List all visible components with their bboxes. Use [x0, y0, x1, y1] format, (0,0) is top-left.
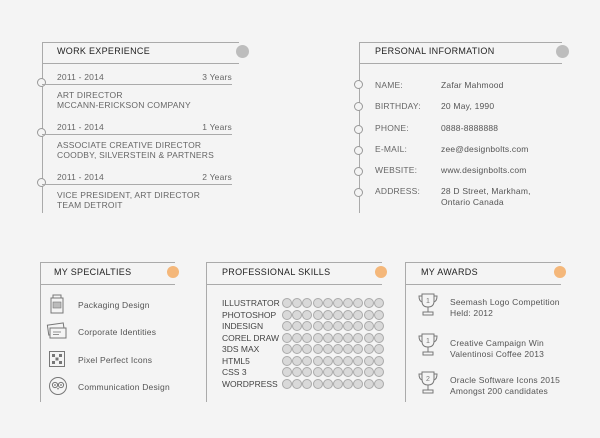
skill-level-dot	[343, 298, 353, 308]
work-title: WORK EXPERIENCE	[57, 46, 151, 56]
skill-level-dot	[364, 379, 374, 389]
trophy-rank: 1	[426, 298, 430, 305]
info-value-phone: 0888-8888888	[441, 123, 499, 133]
skill-level-dot	[292, 321, 302, 331]
skill-name: INDESIGN	[222, 321, 264, 331]
trophy-rank: 2	[426, 376, 430, 383]
skill-name: COREL DRAW	[222, 332, 279, 343]
trophy-icon	[417, 370, 439, 396]
skills-title: PROFESSIONAL SKILLS	[222, 267, 331, 277]
info-value-email: zee@designbolts.com	[441, 144, 529, 154]
skills-header-rule-bottom	[206, 284, 382, 285]
skill-row	[222, 379, 402, 389]
award-detail: Held: 2012	[450, 308, 494, 318]
skill-level-dot	[343, 310, 353, 320]
info-label: E-MAIL:	[375, 144, 408, 154]
skill-row	[222, 356, 402, 366]
skill-level-dot	[353, 367, 363, 377]
skill-level-dot	[313, 333, 323, 343]
skill-level-dot	[343, 344, 353, 354]
skill-name: HTML5	[222, 355, 250, 366]
award-title: Seemash Logo Competition	[450, 297, 560, 307]
timeline-node	[354, 167, 363, 176]
entry-years: 2011 - 2014	[57, 72, 104, 82]
skill-level-dot	[333, 310, 343, 320]
skill-level-dot	[323, 379, 333, 389]
skills-accent-dot	[375, 266, 387, 278]
entry-years: 2011 - 2014	[57, 172, 104, 182]
skill-level-dot	[364, 333, 374, 343]
entry-rule	[42, 184, 232, 185]
award-title: Oracle Software Icons 2015	[450, 375, 561, 385]
skill-level-dot	[292, 298, 302, 308]
timeline-node	[354, 102, 363, 111]
skill-level-dot	[374, 367, 384, 377]
skills-header-rule	[206, 262, 382, 263]
timeline-node	[37, 78, 46, 87]
skill-level-dot	[282, 310, 292, 320]
skill-level-dot	[302, 321, 312, 331]
skill-level-dot	[374, 321, 384, 331]
skill-level-dot	[364, 298, 374, 308]
award-detail: Valentinosi Coffee 2013	[450, 349, 545, 359]
awards-side-line	[405, 262, 406, 402]
awards-header-rule	[405, 262, 561, 263]
work-header-rule-bottom	[42, 63, 239, 64]
skill-level-dot	[374, 333, 384, 343]
personal-title: PERSONAL INFORMATION	[375, 46, 495, 56]
skill-level-dot	[292, 367, 302, 377]
entry-role: ASSOCIATE CREATIVE DIRECTOR	[57, 140, 202, 150]
skill-level-dot	[282, 298, 292, 308]
skill-level-dot	[333, 367, 343, 377]
skill-level-dot	[313, 321, 323, 331]
skill-level-dot	[374, 356, 384, 366]
specialty-label: Packaging Design	[78, 300, 150, 310]
info-label: BIRTHDAY:	[375, 101, 421, 111]
entry-duration: 2 Years	[202, 172, 232, 182]
skill-level-dot	[302, 379, 312, 389]
skill-row	[222, 310, 402, 320]
skill-level-dot	[374, 310, 384, 320]
skill-level-dot	[282, 356, 292, 366]
skill-level-dot	[292, 379, 302, 389]
skill-level-dot	[333, 356, 343, 366]
skill-row	[222, 298, 402, 308]
specialties-title: MY SPECIALTIES	[54, 267, 132, 277]
skill-level-dot	[353, 298, 363, 308]
skill-level-dot	[313, 344, 323, 354]
specialties-side-line	[40, 262, 41, 402]
personal-header-rule	[359, 42, 562, 43]
info-value-address-line2: Ontario Canada	[441, 197, 504, 207]
skill-level-dot	[343, 333, 353, 343]
skill-level-dot	[374, 298, 384, 308]
skill-level-dot	[364, 367, 374, 377]
skill-name: ILLUSTRATOR	[222, 298, 280, 308]
skill-level-dot	[282, 344, 292, 354]
info-label: ADDRESS:	[375, 186, 421, 196]
skill-level-dot	[282, 321, 292, 331]
specialties-header-rule	[40, 262, 175, 263]
trophy-icon	[417, 292, 439, 318]
entry-rule	[42, 84, 232, 85]
info-label: WEBSITE:	[375, 165, 418, 175]
skill-level-dot	[333, 298, 343, 308]
skill-level-dot	[313, 310, 323, 320]
skill-level-dot	[313, 298, 323, 308]
skill-level-dot	[353, 344, 363, 354]
skill-level-dot	[282, 333, 292, 343]
skill-level-dot	[282, 367, 292, 377]
skill-level-dot	[333, 379, 343, 389]
skill-level-dot	[313, 356, 323, 366]
cards-icon	[46, 322, 68, 340]
skill-level-dot	[292, 356, 302, 366]
specialties-header-rule-bottom	[40, 284, 175, 285]
skill-level-dot	[302, 344, 312, 354]
package-icon	[48, 294, 66, 314]
skill-level-dot	[323, 310, 333, 320]
specialty-label: Corporate Identities	[78, 327, 157, 337]
skill-level-dot	[364, 321, 374, 331]
entry-duration: 3 Years	[202, 72, 232, 82]
entry-years: 2011 - 2014	[57, 122, 104, 132]
skill-level-dot	[292, 344, 302, 354]
skill-level-dot	[323, 298, 333, 308]
owl-icon	[48, 376, 68, 396]
awards-title: MY AWARDS	[421, 267, 478, 277]
info-label: NAME:	[375, 80, 403, 90]
entry-role: ART DIRECTOR	[57, 90, 123, 100]
skills-side-line	[206, 262, 207, 402]
skill-name: PHOTOSHOP	[222, 309, 277, 320]
skill-level-dot	[323, 367, 333, 377]
award-detail: Amongst 200 candidates	[450, 386, 548, 396]
info-value-birthday: 20 May, 1990	[441, 101, 495, 111]
skill-level-dot	[323, 321, 333, 331]
timeline-node	[37, 128, 46, 137]
skill-level-dot	[343, 321, 353, 331]
specialties-accent-dot	[167, 266, 179, 278]
skill-level-dot	[353, 379, 363, 389]
skill-level-dot	[343, 379, 353, 389]
skill-level-dot	[343, 367, 353, 377]
specialty-label: Pixel Perfect Icons	[78, 355, 153, 365]
entry-company: MCCANN-ERICKSON COMPANY	[57, 100, 191, 110]
skill-level-dot	[353, 333, 363, 343]
work-header-rule	[42, 42, 239, 43]
skill-level-dot	[282, 379, 292, 389]
skill-level-dot	[302, 356, 312, 366]
award-title: Creative Campaign Win	[450, 338, 544, 348]
awards-header-rule-bottom	[405, 284, 561, 285]
skill-level-dot	[302, 310, 312, 320]
skill-level-dot	[323, 333, 333, 343]
timeline-node	[354, 125, 363, 134]
info-value-address-line1: 28 D Street, Markham,	[441, 186, 531, 196]
skill-row	[222, 344, 402, 354]
skill-row	[222, 321, 402, 331]
skill-level-dot	[313, 367, 323, 377]
skill-row	[222, 333, 402, 343]
skill-level-dot	[323, 344, 333, 354]
skill-name: 3DS MAX	[222, 344, 260, 354]
timeline-node	[354, 80, 363, 89]
skills-list	[222, 298, 392, 398]
skill-level-dot	[323, 356, 333, 366]
pixel-icon	[48, 350, 66, 368]
entry-company: COODBY, SILVERSTEIN & PARTNERS	[57, 150, 214, 160]
personal-header-rule-bottom	[359, 63, 562, 64]
skill-level-dot	[374, 379, 384, 389]
awards-accent-dot	[554, 266, 566, 278]
skill-level-dot	[364, 344, 374, 354]
skill-level-dot	[333, 321, 343, 331]
entry-company: TEAM DETROIT	[57, 200, 123, 210]
skill-name: WORDPRESS	[222, 378, 278, 389]
skill-level-dot	[374, 344, 384, 354]
personal-grey-dot	[556, 45, 569, 58]
skill-level-dot	[333, 344, 343, 354]
work-grey-dot	[236, 45, 249, 58]
skill-level-dot	[313, 379, 323, 389]
info-value-website: www.designbolts.com	[441, 165, 527, 175]
skill-level-dot	[353, 310, 363, 320]
timeline-node	[354, 146, 363, 155]
skill-name: CSS 3	[222, 367, 247, 377]
entry-role: VICE PRESIDENT, ART DIRECTOR	[57, 190, 201, 200]
skill-level-dot	[364, 356, 374, 366]
entry-duration: 1 Years	[202, 122, 232, 132]
timeline-node	[37, 178, 46, 187]
skill-level-dot	[353, 356, 363, 366]
entry-rule	[42, 134, 232, 135]
skill-level-dot	[333, 333, 343, 343]
skill-level-dot	[302, 367, 312, 377]
info-value-name: Zafar Mahmood	[441, 80, 504, 90]
skill-row	[222, 367, 402, 377]
skill-level-dot	[302, 333, 312, 343]
info-label: PHONE:	[375, 123, 409, 133]
skill-level-dot	[353, 321, 363, 331]
trophy-rank: 1	[426, 338, 430, 345]
skill-level-dot	[292, 333, 302, 343]
skill-level-dot	[364, 310, 374, 320]
trophy-icon	[417, 332, 439, 358]
skill-level-dot	[343, 356, 353, 366]
timeline-node	[354, 188, 363, 197]
skill-level-dot	[292, 310, 302, 320]
skill-level-dot	[302, 298, 312, 308]
specialty-label: Communication Design	[78, 382, 170, 392]
